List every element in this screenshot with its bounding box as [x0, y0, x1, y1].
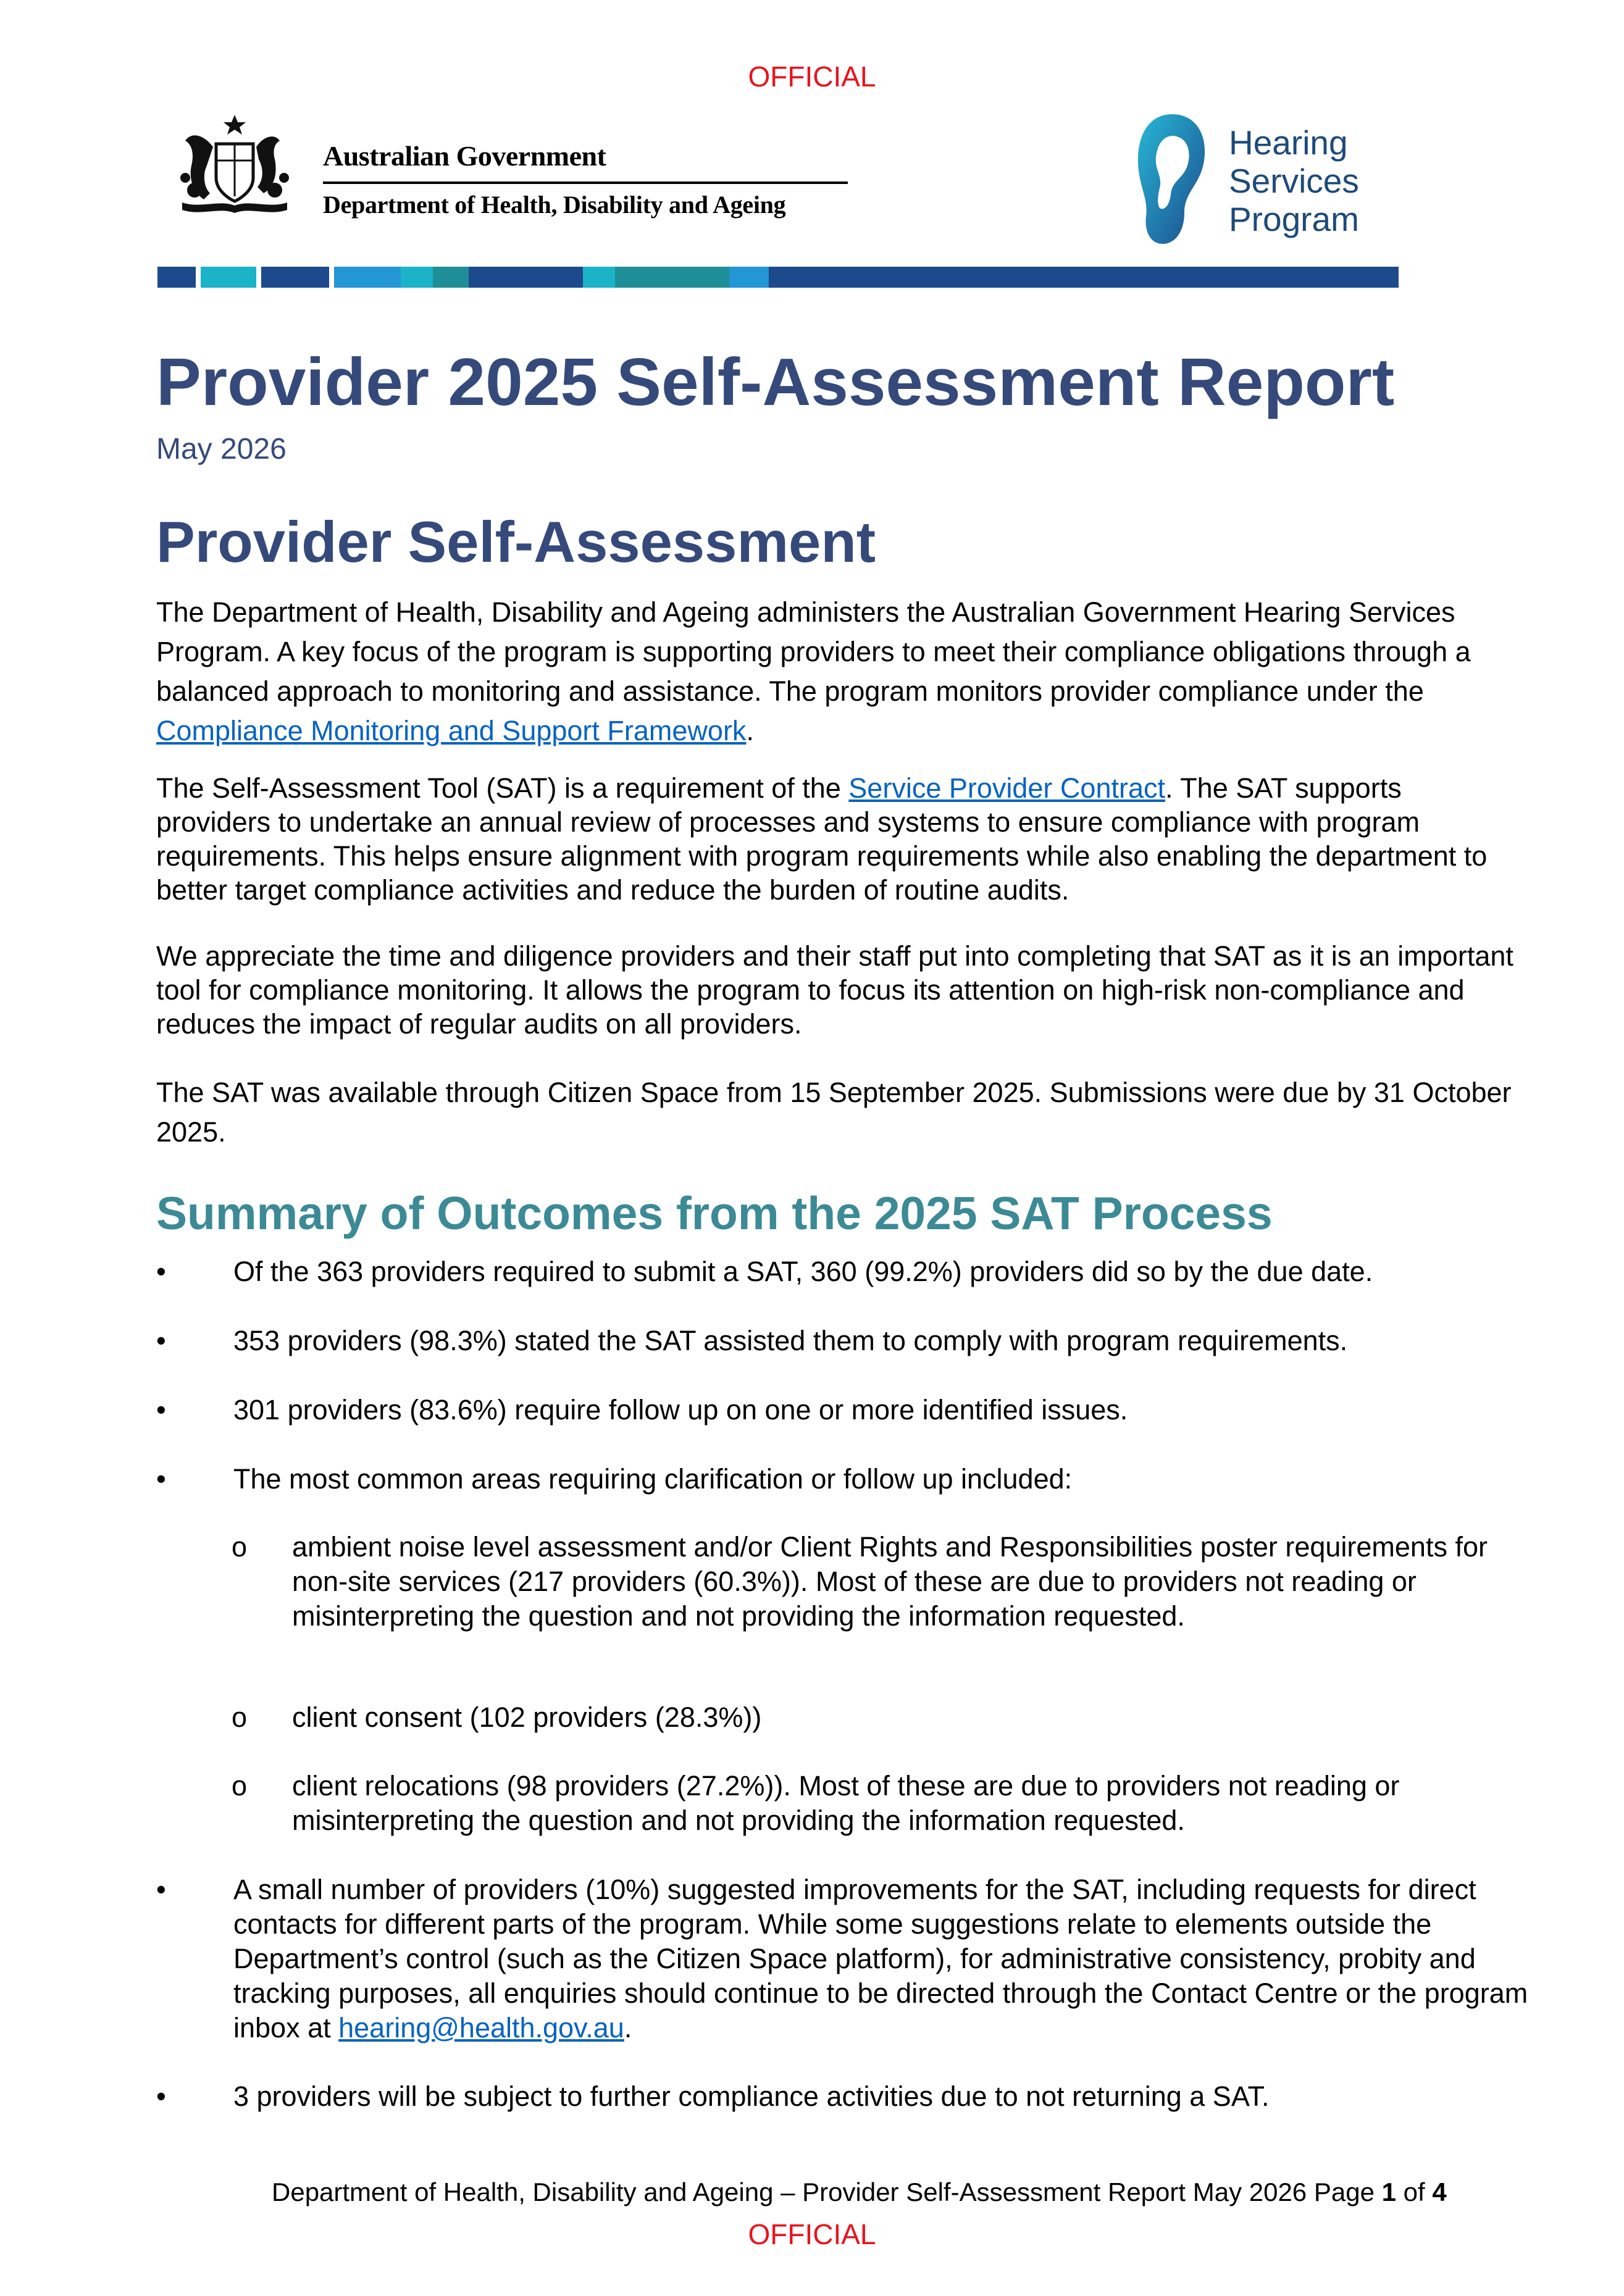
section-heading-summary: Summary of Outcomes from the 2025 SAT Process: [156, 1187, 1273, 1239]
brand-bar-segment: [729, 267, 769, 288]
bullet-icon: •: [156, 1256, 166, 1287]
government-name: Australian Government: [323, 140, 606, 172]
brand-bar-segment: [433, 267, 469, 288]
compliance-framework-link[interactable]: Compliance Monitoring and Support Framework: [156, 715, 747, 746]
service-provider-contract-link[interactable]: Service Provider Contract: [848, 772, 1165, 804]
program-logo-text: [1229, 123, 1359, 238]
bullet-icon: •: [156, 2081, 166, 2112]
brand-bar-segment: [256, 267, 261, 288]
classification-marking-bottom: OFFICIAL: [748, 2218, 876, 2250]
program-logo-line: Services: [1229, 162, 1359, 200]
page-total: 4: [1432, 2177, 1447, 2206]
bullet-icon: •: [156, 1394, 166, 1426]
page-footer: Department of Health, Disability and Ageing – Provider Self-Assessment Report May 2026 Page 1 of 4: [272, 2177, 1447, 2206]
program-logo-line: Program: [1229, 200, 1359, 238]
brand-bar-segment: [769, 267, 1399, 288]
page-number: 1: [1381, 2177, 1396, 2206]
bullet-icon: •: [156, 1325, 166, 1356]
brand-bar-segment: [329, 267, 334, 288]
hearing-email-link[interactable]: hearing@health.gov.au: [338, 2012, 624, 2043]
page-title: Provider 2025 Self-Assessment Report: [156, 344, 1395, 420]
sub-bullet-icon: o: [232, 1770, 248, 1801]
department-name: Department of Health, Disability and Ageing: [323, 191, 786, 219]
sub-bullet-icon: o: [232, 1701, 248, 1733]
coat-of-arms-icon: [157, 110, 312, 233]
sub-bullet-icon: o: [232, 1531, 248, 1563]
appreciation-paragraph: We appreciate the time and diligence providers and their staff put into completing that SAT as it is an important tool for compliance monitoring. It allows the program to focus its attention on high-risk non-compliance and reduces the impact of regular audits on all providers.: [156, 940, 1513, 1040]
bullet-icon: •: [156, 1874, 166, 1905]
section-heading-self-assessment: Provider Self-Assessment: [156, 509, 876, 574]
classification-marking-top: OFFICIAL: [748, 61, 876, 93]
brand-bar-segment: [196, 267, 201, 288]
brand-bar-segment: [334, 267, 401, 288]
hearing-services-program-logo: [1135, 111, 1400, 247]
australian-government-logo: [157, 110, 849, 233]
ear-icon: [1135, 111, 1209, 247]
brand-bar-segment: [261, 267, 329, 288]
brand-bar-segment: [401, 267, 433, 288]
brand-bar-segment: [583, 267, 615, 288]
program-logo-line: Hearing: [1229, 123, 1348, 162]
brand-bar-segment: [615, 267, 729, 288]
brand-color-bar: [157, 267, 1399, 288]
sat-requirement-paragraph: The Self-Assessment Tool (SAT) is a requirement of the Service Provider Contract. The SAT supports providers to undertake an annual review of processes and systems to ensure compliance with program requirements. This helps ensure alignment with program requirements while also enabling the department to better target compliance activities and reduce the burden of routine audits.: [156, 772, 1488, 906]
bullet-icon: •: [156, 1463, 166, 1495]
brand-bar-segment: [469, 267, 583, 288]
government-name-rule: [323, 182, 848, 184]
intro-paragraph: The Department of Health, Disability and Ageing administers the Australian Government Hearing Services Program. A key focus of the program is supporting providers to meet their compliance obligations through a balanced approach to monitoring and assistance. The program monitors provider compliance under the Compliance Monitoring and Support Framework.: [156, 596, 1471, 746]
availability-paragraph: The SAT was available through Citizen Space from 15 September 2025. Submissions were due by 31 October 2025.: [156, 1077, 1512, 1148]
brand-bar-segment: [201, 267, 256, 288]
brand-bar-segment: [157, 267, 196, 288]
report-date: May 2026: [156, 433, 287, 465]
